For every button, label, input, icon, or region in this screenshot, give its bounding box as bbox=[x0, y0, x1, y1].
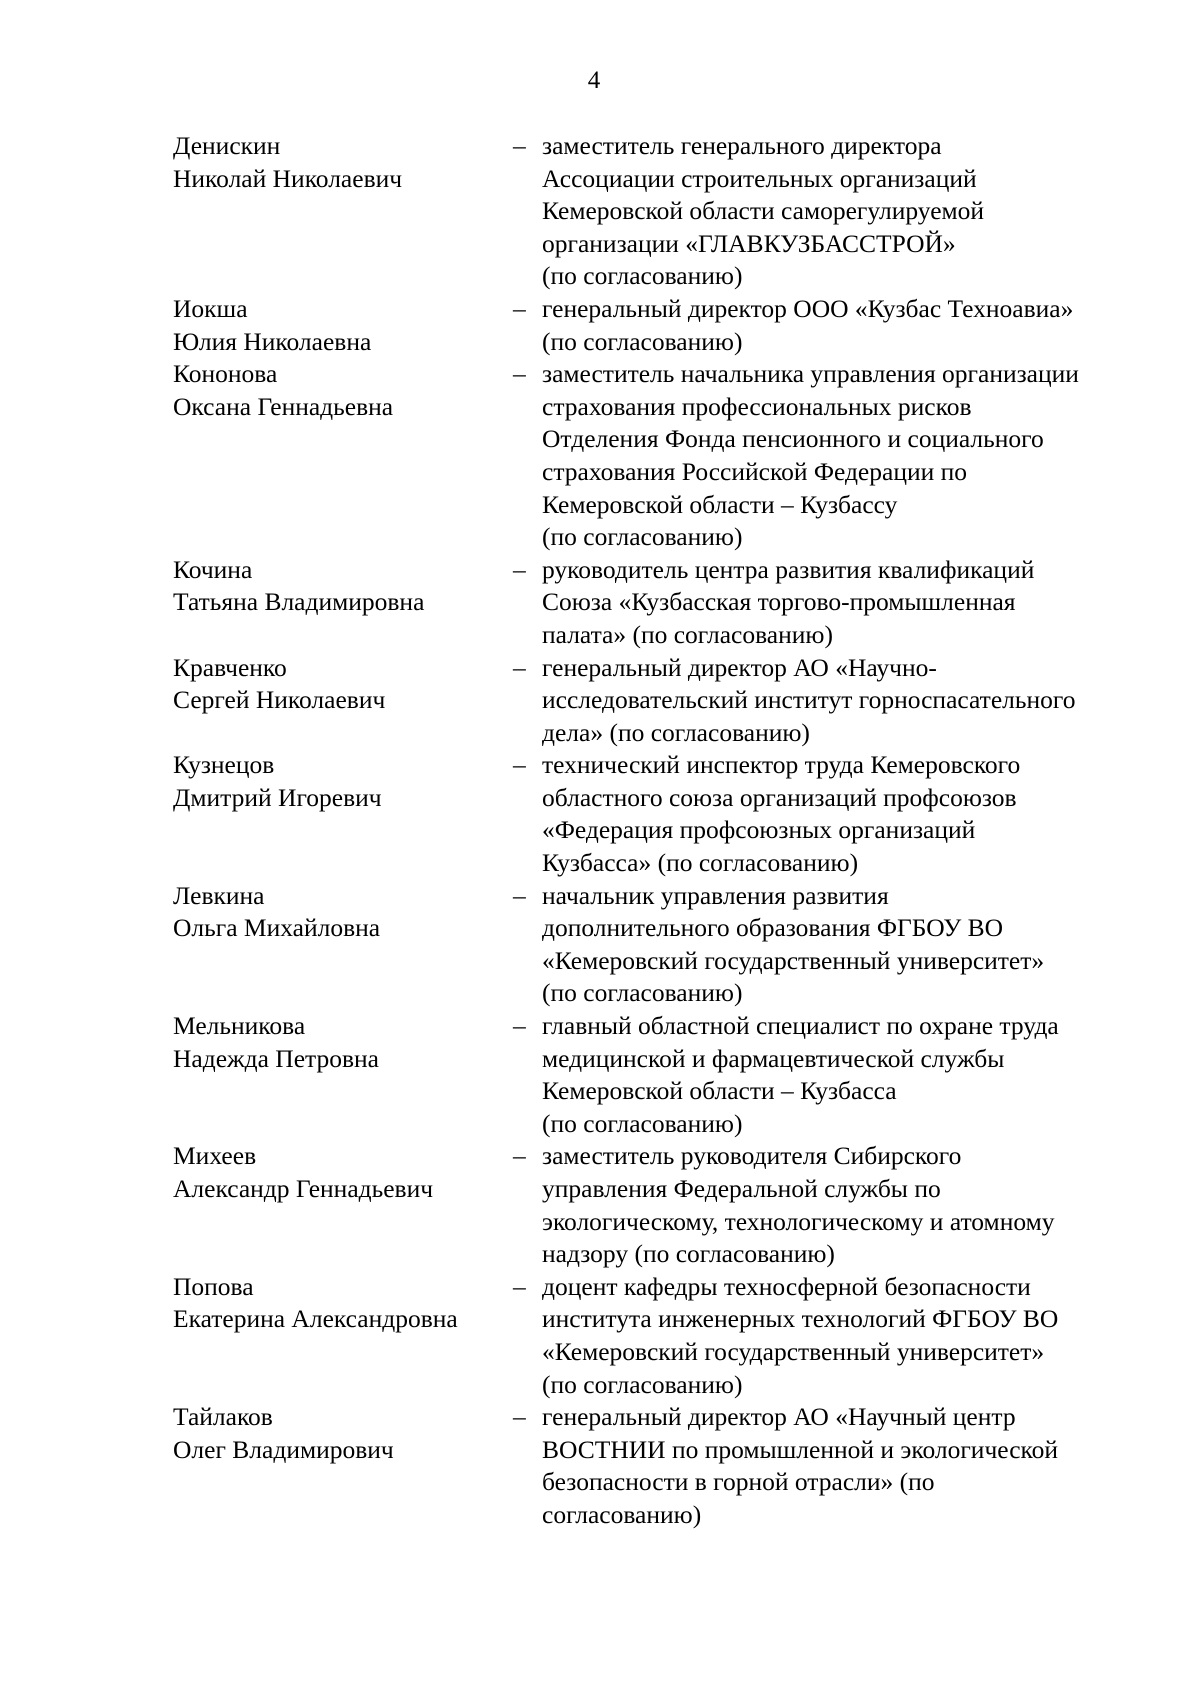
member-surname: Кузнецов bbox=[173, 750, 275, 780]
member-position-line: генеральный директор АО «Научно- bbox=[542, 652, 937, 682]
member-surname: Кононова bbox=[173, 359, 278, 389]
member-position-line: ВОСТНИИ по промышленной и экологической bbox=[542, 1434, 1059, 1464]
member-entry bbox=[173, 1271, 1153, 1401]
member-position-line: экологическому, технологическому и атомному bbox=[542, 1206, 1055, 1236]
member-position-line: Кемеровской области – Кузбассу bbox=[542, 489, 898, 519]
member-position-line: согласованию) bbox=[542, 1499, 702, 1529]
member-name bbox=[173, 749, 513, 814]
member-position-line: Отделения Фонда пенсионного и социального bbox=[542, 424, 1044, 454]
member-surname: Кочина bbox=[173, 554, 253, 584]
member-name bbox=[173, 358, 513, 423]
member-dash: – bbox=[513, 1271, 526, 1301]
member-position bbox=[542, 1140, 1153, 1270]
member-position-line: страхования профессиональных рисков bbox=[542, 391, 972, 421]
member-position bbox=[542, 652, 1153, 750]
member-position bbox=[542, 1010, 1153, 1140]
member-position-line: дела» (по согласованию) bbox=[542, 717, 810, 747]
member-position bbox=[542, 749, 1153, 879]
member-dash: – bbox=[513, 293, 526, 323]
member-surname: Левкина bbox=[173, 880, 265, 910]
member-name bbox=[173, 293, 513, 358]
member-dash: – bbox=[513, 1402, 526, 1432]
member-surname: Кравченко bbox=[173, 652, 287, 682]
member-surname: Тайлаков bbox=[173, 1402, 273, 1432]
member-position-line: (по согласованию) bbox=[542, 522, 743, 552]
member-position-line: медицинской и фармацевтической службы bbox=[542, 1043, 1005, 1073]
member-position-line: областного союза организаций профсоюзов bbox=[542, 782, 1017, 812]
member-dash: – bbox=[513, 652, 526, 682]
member-entry bbox=[173, 293, 1153, 358]
member-position-line: (по согласованию) bbox=[542, 978, 743, 1008]
member-dash: – bbox=[513, 359, 526, 389]
member-position-line: института инженерных технологий ФГБОУ ВО bbox=[542, 1304, 1059, 1334]
member-position-line: заместитель руководителя Сибирского bbox=[542, 1141, 962, 1171]
member-given-names: Татьяна Владимировна bbox=[173, 587, 425, 617]
member-position-line: Союза «Кузбасская торгово-промышленная bbox=[542, 587, 1016, 617]
member-entry bbox=[173, 554, 1153, 652]
member-position-line: генеральный директор ООО «Кузбас Техноавиа» bbox=[542, 293, 1074, 323]
member-given-names: Ольга Михайловна bbox=[173, 913, 381, 943]
member-dash: – bbox=[513, 750, 526, 780]
member-dash: – bbox=[513, 880, 526, 910]
member-position-line: (по согласованию) bbox=[542, 326, 743, 356]
member-position bbox=[542, 554, 1153, 652]
member-entry bbox=[173, 130, 1153, 293]
member-position-line: страхования Российской Федерации по bbox=[542, 456, 968, 486]
member-entry bbox=[173, 652, 1153, 750]
member-entry bbox=[173, 1401, 1153, 1531]
member-position-line: Кузбасса» (по согласованию) bbox=[542, 848, 859, 878]
member-given-names: Юлия Николаевна bbox=[173, 326, 372, 356]
member-given-names: Александр Геннадьевич bbox=[173, 1174, 434, 1203]
member-given-names: Олег Владимирович bbox=[173, 1434, 394, 1464]
member-position-line: начальник управления развития bbox=[542, 880, 889, 910]
member-position bbox=[542, 1401, 1153, 1531]
member-position bbox=[542, 1271, 1153, 1401]
member-position-line: заместитель генерального директора bbox=[542, 131, 942, 160]
member-position-line: «Федерация профсоюзных организаций bbox=[542, 815, 976, 845]
member-position bbox=[542, 358, 1153, 554]
member-name bbox=[173, 554, 513, 619]
member-entry bbox=[173, 1140, 1153, 1270]
member-surname: Денискин bbox=[173, 131, 281, 160]
member-position-line: организации «ГЛАВКУЗБАССТРОЙ» bbox=[542, 228, 956, 258]
member-position-line: надзору (по согласованию) bbox=[542, 1239, 835, 1269]
member-dash: – bbox=[513, 1141, 526, 1171]
page-number: 4 bbox=[587, 67, 601, 94]
member-position-line: палата» (по согласованию) bbox=[542, 619, 833, 649]
member-position-line: заместитель начальника управления организации bbox=[542, 359, 1079, 389]
member-given-names: Николай Николаевич bbox=[173, 163, 403, 193]
member-position-line: Кемеровской области саморегулируемой bbox=[542, 196, 985, 226]
member-position-line: исследовательский институт горноспасательного bbox=[542, 685, 1076, 715]
member-surname: Михеев bbox=[173, 1141, 257, 1171]
member-name bbox=[173, 130, 513, 195]
member-given-names: Сергей Николаевич bbox=[173, 685, 386, 715]
member-position-line: управления Федеральной службы по bbox=[542, 1174, 941, 1203]
member-name bbox=[173, 880, 513, 945]
member-position-line: (по согласованию) bbox=[542, 261, 743, 291]
member-name bbox=[173, 1271, 513, 1336]
member-position bbox=[542, 880, 1153, 1010]
member-given-names: Екатерина Александровна bbox=[173, 1304, 458, 1334]
member-entry bbox=[173, 880, 1153, 1010]
member-position bbox=[542, 293, 1153, 358]
member-entry bbox=[173, 749, 1153, 879]
member-entry bbox=[173, 358, 1153, 554]
member-dash: – bbox=[513, 554, 526, 584]
member-entry bbox=[173, 1010, 1153, 1140]
member-position-line: руководитель центра развития квалификаций bbox=[542, 554, 1035, 584]
member-position-line: (по согласованию) bbox=[542, 1369, 743, 1399]
member-position-line: главный областной специалист по охране труда bbox=[542, 1011, 1059, 1041]
member-position-line: Кемеровской области – Кузбасса bbox=[542, 1076, 897, 1106]
member-name bbox=[173, 652, 513, 717]
member-position-line: дополнительного образования ФГБОУ ВО bbox=[542, 913, 1004, 943]
member-name bbox=[173, 1401, 513, 1466]
member-dash: – bbox=[513, 131, 526, 160]
member-position-line: доцент кафедры техносферной безопасности bbox=[542, 1271, 1031, 1301]
member-given-names: Надежда Петровна bbox=[173, 1043, 380, 1073]
member-name bbox=[173, 1140, 513, 1205]
member-position-line: «Кемеровский государственный университет» bbox=[542, 945, 1045, 975]
member-name bbox=[173, 1010, 513, 1075]
member-surname: Попова bbox=[173, 1271, 254, 1301]
member-position-line: безопасности в горной отрасли» (по bbox=[542, 1467, 935, 1497]
member-position-line: генеральный директор АО «Научный центр bbox=[542, 1402, 1016, 1432]
member-given-names: Оксана Геннадьевна bbox=[173, 391, 394, 421]
member-position-line: технический инспектор труда Кемеровского bbox=[542, 750, 1021, 780]
member-dash: – bbox=[513, 1011, 526, 1041]
member-position bbox=[542, 130, 1153, 293]
member-position-line: (по согласованию) bbox=[542, 1108, 743, 1138]
member-surname: Иокша bbox=[173, 293, 248, 323]
member-given-names: Дмитрий Игоревич bbox=[173, 782, 382, 812]
member-surname: Мельникова bbox=[173, 1011, 306, 1041]
member-position-line: «Кемеровский государственный университет» bbox=[542, 1336, 1045, 1366]
member-position-line: Ассоциации строительных организаций bbox=[542, 163, 977, 193]
members-list bbox=[173, 130, 1153, 1532]
